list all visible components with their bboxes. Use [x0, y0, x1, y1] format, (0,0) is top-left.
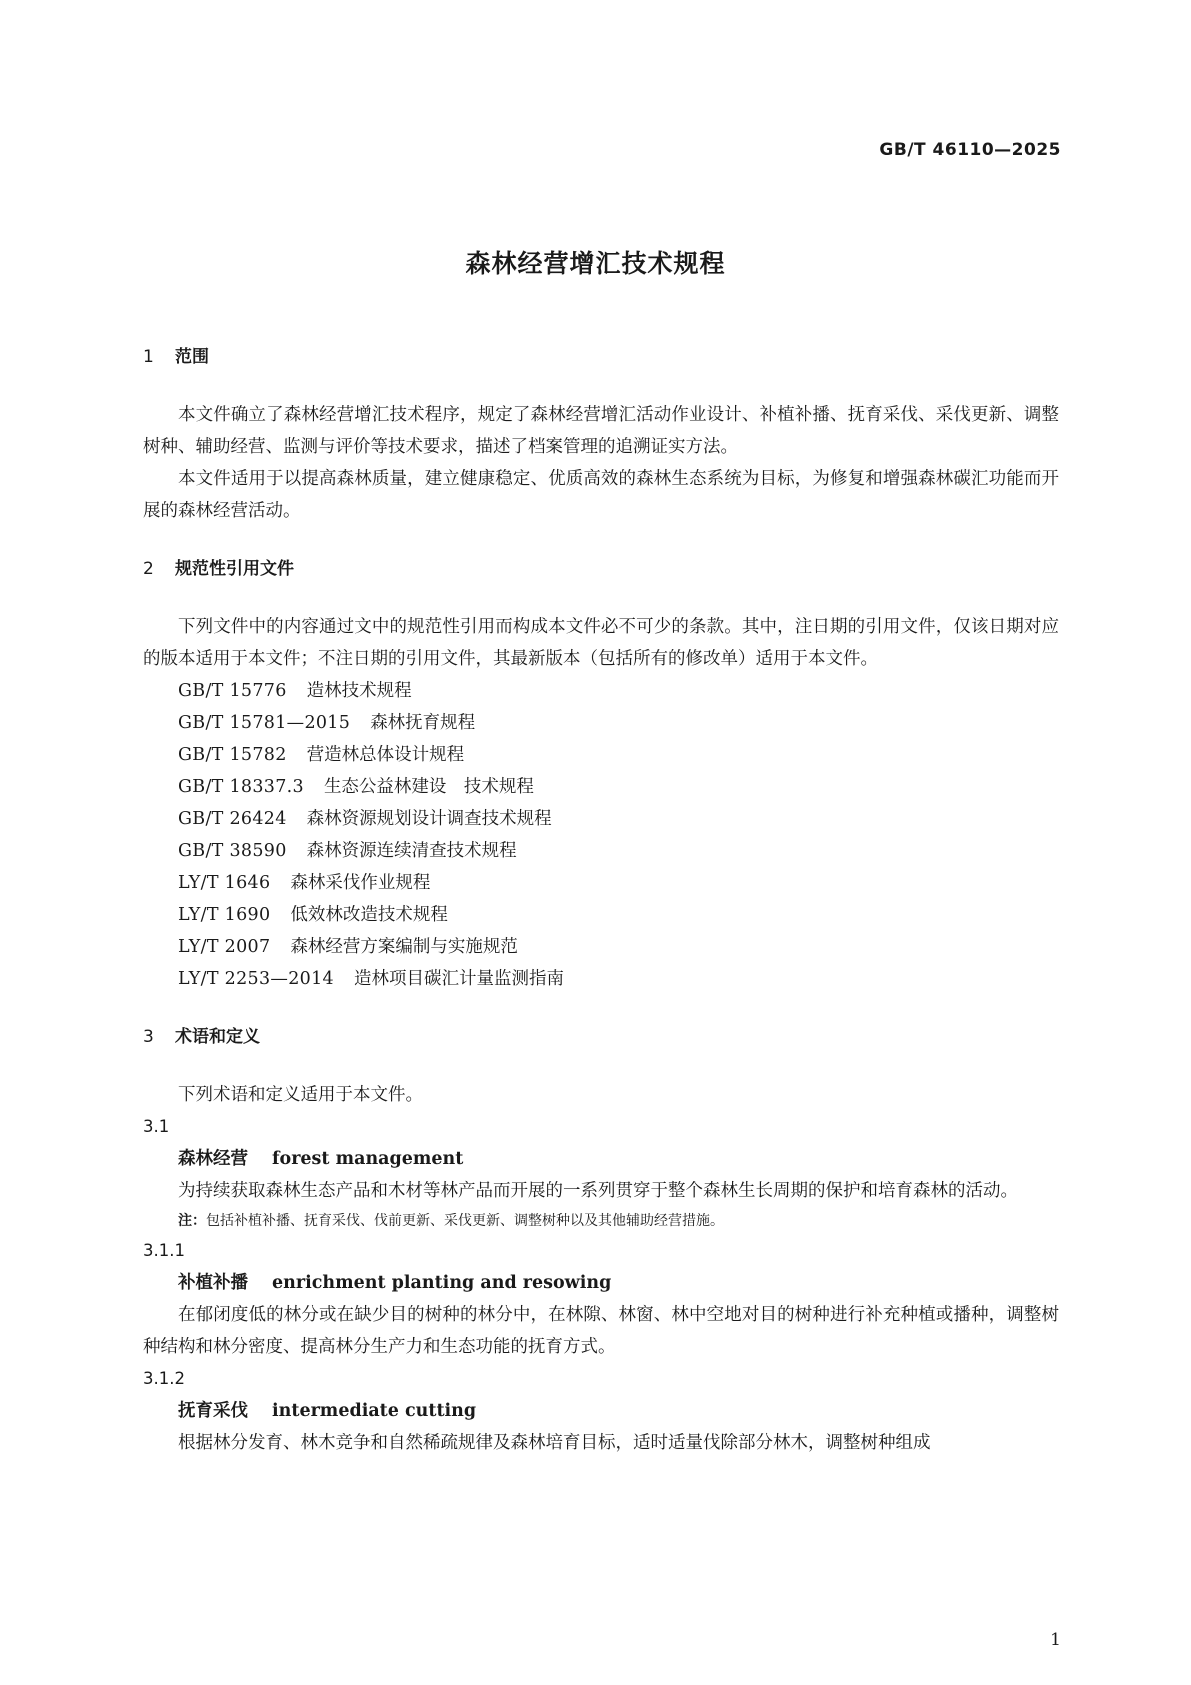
- section-title: 术语和定义: [175, 1027, 260, 1047]
- standard-code: GB/T 46110—2025: [879, 140, 1061, 160]
- term-title: [143, 1267, 1059, 1299]
- reference-code: GB/T 15782: [178, 745, 287, 765]
- reference-item: [143, 867, 1059, 899]
- paragraph: 下列文件中的内容通过文中的规范性引用而构成本文件必不可少的条款。其中，注日期的引用文件，仅该日期对应的版本适用于本文件；不注日期的引用文件，其最新版本（包括所有的修改单）适用于本文件。: [143, 617, 1059, 669]
- term-en: intermediate cutting: [272, 1401, 477, 1421]
- reference-item: [143, 771, 1059, 803]
- paragraph: 本文件适用于以提高森林质量，建立健康稳定、优质高效的森林生态系统为目标，为修复和增强森林碳汇功能而开展的森林经营活动。: [143, 469, 1059, 521]
- reference-item: [143, 931, 1059, 963]
- term-number: 3.1.2: [143, 1369, 185, 1388]
- note-text: 包括补植补播、抚育采伐、伐前更新、采伐更新、调整树种以及其他辅助经营措施。: [206, 1213, 724, 1229]
- reference-name: 低效林改造技术规程: [290, 905, 448, 925]
- term-number: 3.1.1: [143, 1241, 185, 1260]
- term-title: [143, 1395, 1059, 1427]
- section-title: 范围: [175, 347, 209, 367]
- reference-code: LY/T 1690: [178, 905, 271, 925]
- reference-item: [143, 835, 1059, 867]
- reference-code: GB/T 38590: [178, 841, 287, 861]
- reference-code: GB/T 15776: [178, 681, 287, 701]
- reference-code: GB/T 26424: [178, 809, 287, 829]
- reference-item: [143, 963, 1059, 995]
- reference-name: 造林项目碳汇计量监测指南: [353, 969, 564, 989]
- reference-item: [143, 707, 1059, 739]
- note-label: 注：: [178, 1213, 206, 1229]
- reference-item: [143, 675, 1059, 707]
- document-title: 森林经营增汇技术规程: [465, 249, 726, 278]
- term-en: enrichment planting and resowing: [272, 1273, 612, 1293]
- term-en: forest management: [272, 1149, 464, 1169]
- term-definition: 为持续获取森林生态产品和木材等林产品而开展的一系列贯穿于整个森林生长周期的保护和培育森林的活动。: [178, 1181, 1018, 1201]
- reference-item: [143, 899, 1059, 931]
- reference-code: LY/T 1646: [178, 873, 271, 893]
- reference-code: LY/T 2253—2014: [178, 969, 334, 989]
- term-definition: 根据林分发育、林木竞争和自然稀疏规律及森林培育目标，适时适量伐除部分林木，调整树种组成: [178, 1433, 931, 1453]
- term-zh: 抚育采伐: [178, 1401, 248, 1421]
- term-title: [143, 1143, 1059, 1175]
- reference-name: 营造林总体设计规程: [306, 745, 465, 765]
- reference-name: 生态公益林建设 技术规程: [323, 777, 534, 797]
- reference-code: GB/T 15781—2015: [178, 713, 351, 733]
- section-number: 3: [143, 1027, 154, 1047]
- section-heading-scope: [143, 345, 1059, 369]
- reference-name: 森林采伐作业规程: [290, 873, 431, 893]
- term-zh: 森林经营: [178, 1149, 248, 1169]
- reference-name: 森林资源连续清查技术规程: [306, 841, 517, 861]
- reference-list: [143, 675, 1059, 995]
- section-heading-terms-definitions: [143, 1025, 1059, 1049]
- paragraph: 本文件确立了森林经营增汇技术程序，规定了森林经营增汇活动作业设计、补植补播、抚育采伐、采伐更新、调整树种、辅助经营、监测与评价等技术要求，描述了档案管理的追溯证实方法。: [143, 405, 1059, 457]
- reference-name: 森林抚育规程: [370, 713, 476, 733]
- term-note: [143, 1207, 1059, 1235]
- section-title: 规范性引用文件: [175, 559, 294, 579]
- section-heading-normative-references: [143, 557, 1059, 581]
- document-body: [143, 345, 1059, 1459]
- paragraph: 下列术语和定义适用于本文件。: [178, 1085, 423, 1105]
- page-number: 1: [1050, 1630, 1061, 1650]
- reference-name: 森林经营方案编制与实施规范: [290, 937, 518, 957]
- term-definition: 在郁闭度低的林分或在缺少目的树种的林分中，在林隙、林窗、林中空地对目的树种进行补充种植或播种，调整树种结构和林分密度、提高林分生产力和生态功能的抚育方式。: [143, 1305, 1059, 1357]
- reference-item: [143, 739, 1059, 771]
- reference-name: 森林资源规划设计调查技术规程: [306, 809, 552, 829]
- section-number: 1: [143, 347, 154, 367]
- term-zh: 补植补播: [178, 1273, 248, 1293]
- reference-code: GB/T 18337.3: [178, 777, 304, 797]
- reference-item: [143, 803, 1059, 835]
- term-number: 3.1: [143, 1117, 170, 1136]
- section-number: 2: [143, 559, 154, 579]
- reference-code: LY/T 2007: [178, 937, 271, 957]
- reference-name: 造林技术规程: [306, 681, 412, 701]
